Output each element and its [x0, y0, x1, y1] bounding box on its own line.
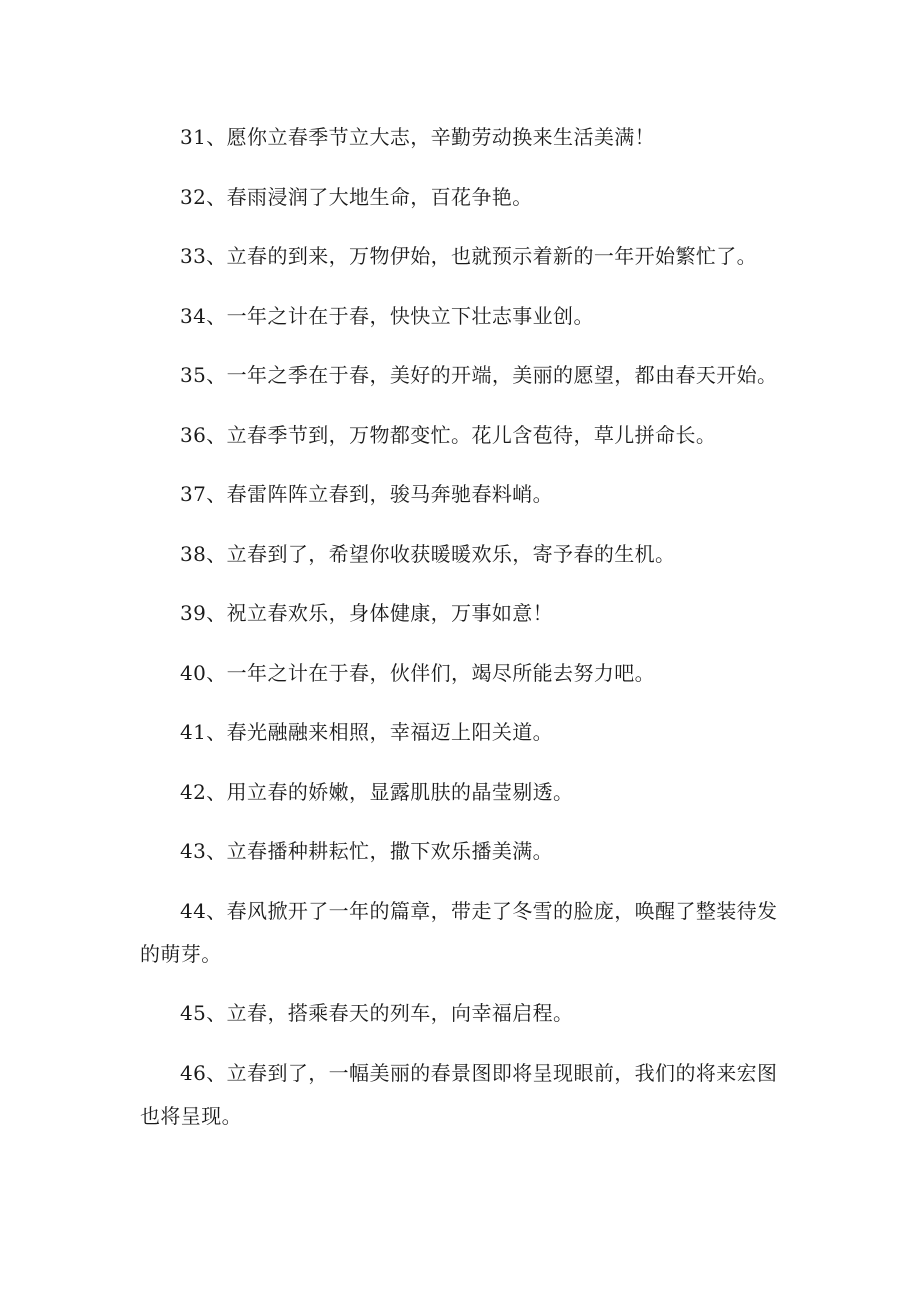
- paragraph-33: 33、立春的到来，万物伊始，也就预示着新的一年开始繁忙了。: [180, 244, 758, 268]
- paragraph-32: 32、春雨浸润了大地生命，百花争艳。: [180, 184, 533, 209]
- paragraph-35: 35、一年之季在于春，美好的开端，美丽的愿望，都由春天开始。: [180, 363, 778, 387]
- paragraph-36: 36、立春季节到，万物都变忙。花儿含苞待，草儿拼命长。: [180, 422, 717, 447]
- paragraph-41: 41、春光融融来相照，幸福迈上阳关道。: [180, 720, 554, 744]
- paragraph-46: 46、立春到了，一幅美丽的春景图即将呈现眼前，我们的将来宏图也将呈现。: [140, 1060, 778, 1128]
- paragraph-37: 37、春雷阵阵立春到，骏马奔驰春料峭。: [180, 482, 554, 506]
- paragraph-34: 34、一年之计在于春，快快立下壮志事业创。: [180, 303, 594, 328]
- paragraph-39: 39、祝立春欢乐，身体健康，万事如意！: [180, 601, 554, 625]
- document-body: [140, 116, 780, 1154]
- paragraph-31: 31、愿你立春季节立大志，辛勤劳动换来生活美满！: [180, 125, 656, 149]
- paragraph-40: 40、一年之计在于春，伙伴们，竭尽所能去努力吧。: [180, 660, 656, 685]
- paragraph-45: 45、立春，搭乘春天的列车，向幸福启程。: [180, 1001, 574, 1025]
- paragraph-38: 38、立春到了，希望你收获暖暖欢乐，寄予春的生机。: [180, 541, 676, 566]
- paragraph-44: 44、春风掀开了一年的篇章，带走了冬雪的脸庞，唤醒了整装待发的萌芽。: [140, 898, 778, 966]
- paragraph-42: 42、用立春的娇嫩，显露肌肤的晶莹剔透。: [180, 779, 574, 804]
- paragraph-43: 43、立春播种耕耘忙，撒下欢乐播美满。: [180, 839, 554, 863]
